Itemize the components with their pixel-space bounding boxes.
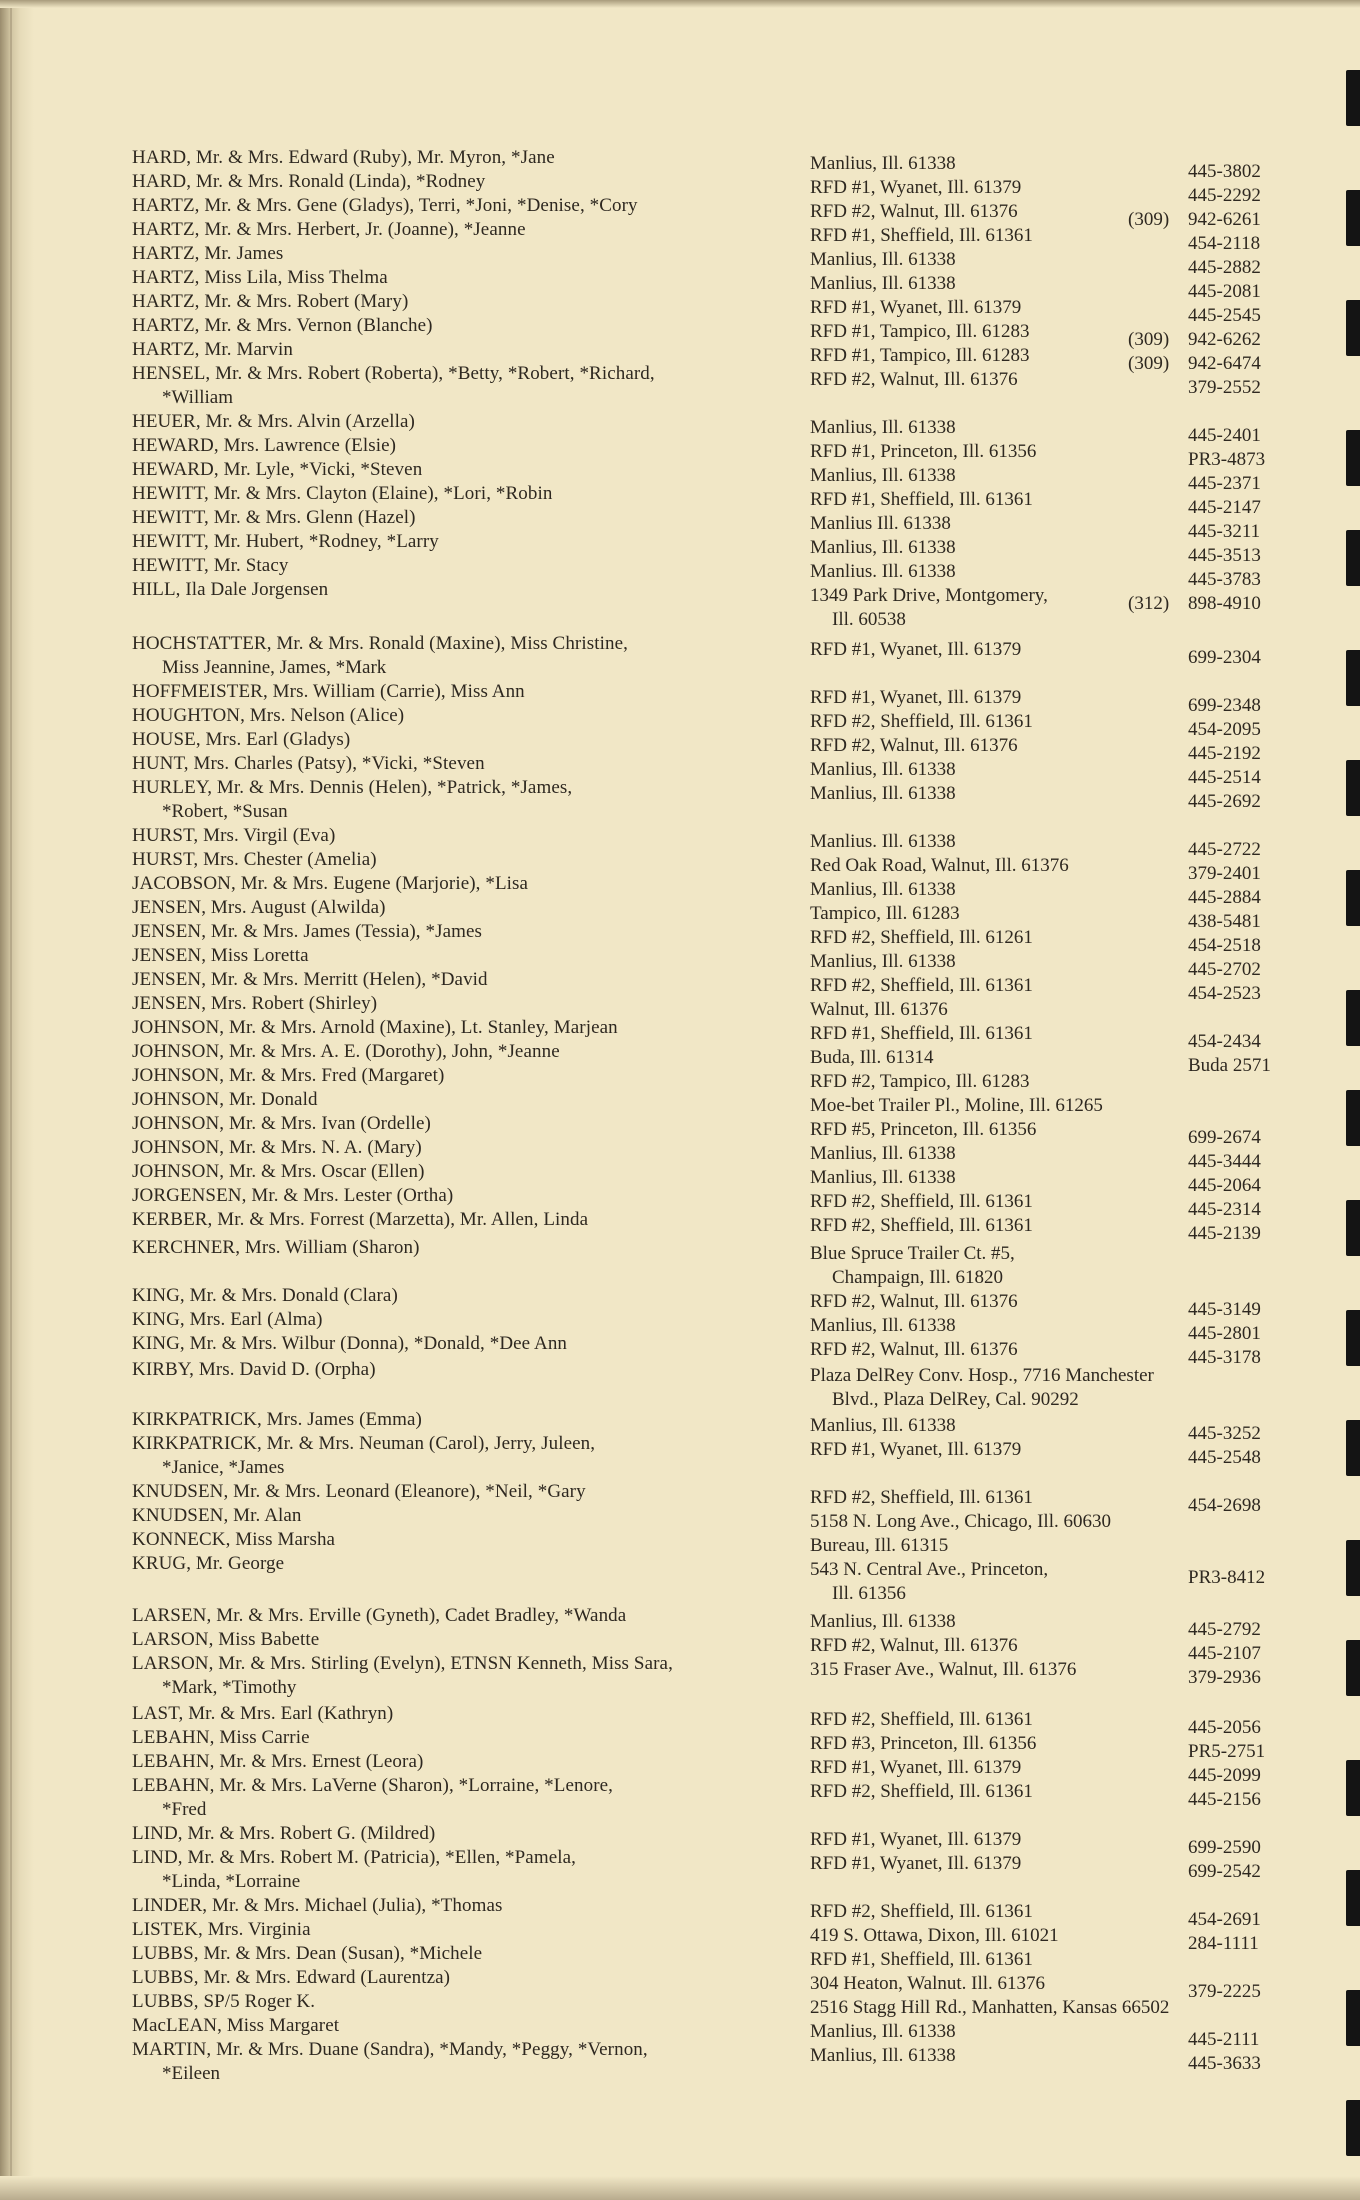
entry-name-continued: *Eileen — [162, 2063, 221, 2084]
entry-name: JENSEN, Mrs. Robert (Shirley) — [132, 993, 378, 1014]
entry-name: HOFFMEISTER, Mrs. William (Carrie), Miss Ann — [132, 681, 525, 702]
entry-name: HURLEY, Mr. & Mrs. Dennis (Helen), *Patrick, *James, — [132, 777, 573, 798]
entry-name: LUBBS, SP/5 Roger K. — [132, 1991, 316, 2012]
entry-name: JOHNSON, Mr. & Mrs. Oscar (Ellen) — [132, 1161, 425, 1182]
binder-tab-mark — [1346, 990, 1360, 1046]
entry-phone: PR5-2751 — [1188, 1741, 1266, 1762]
entry-address: Manlius, Ill. 61338 — [810, 759, 956, 780]
entry-address: RFD #1, Wyanet, Ill. 61379 — [810, 687, 1022, 708]
entry-address: 419 S. Ottawa, Dixon, Ill. 61021 — [810, 1925, 1059, 1946]
entry-address: Manlius. Ill. 61338 — [810, 831, 956, 852]
entry-address: RFD #1, Sheffield, Ill. 61361 — [810, 489, 1033, 510]
entry-phone: 438-5481 — [1188, 911, 1261, 932]
binder-tab-mark — [1346, 1310, 1360, 1366]
entry-name: KIRKPATRICK, Mrs. James (Emma) — [132, 1409, 422, 1430]
entry-address: Walnut, Ill. 61376 — [810, 999, 948, 1020]
entry-phone: 445-2099 — [1188, 1765, 1261, 1786]
entry-phone: 379-2936 — [1188, 1667, 1261, 1688]
entry-name: HURST, Mrs. Virgil (Eva) — [132, 825, 336, 846]
entry-phone: 445-3149 — [1188, 1299, 1261, 1320]
entry-area-code: (309) — [1128, 329, 1170, 350]
entry-phone: 445-2139 — [1188, 1223, 1261, 1244]
entry-address: Manlius, Ill. 61338 — [810, 1415, 956, 1436]
entry-phone: 445-2107 — [1188, 1643, 1261, 1664]
entry-name: HURST, Mrs. Chester (Amelia) — [132, 849, 377, 870]
entry-name: HARD, Mr. & Mrs. Edward (Ruby), Mr. Myron, *Jane — [132, 147, 555, 168]
entry-address: RFD #2, Walnut, Ill. 61376 — [810, 1291, 1018, 1312]
entry-name: HOUGHTON, Mrs. Nelson (Alice) — [132, 705, 405, 726]
entry-phone: 445-2801 — [1188, 1323, 1261, 1344]
entry-address: Tampico, Ill. 61283 — [810, 903, 960, 924]
binder-tab-mark — [1346, 870, 1360, 926]
entry-phone: 445-2884 — [1188, 887, 1261, 908]
entry-name: HUNT, Mrs. Charles (Patsy), *Vicki, *Steven — [132, 753, 485, 774]
entry-name: HILL, Ila Dale Jorgensen — [132, 579, 329, 600]
entry-phone: 454-2523 — [1188, 983, 1261, 1004]
directory-entry — [120, 776, 1320, 824]
entry-name: KRUG, Mr. George — [132, 1553, 285, 1574]
entry-name: HARTZ, Mr. & Mrs. Robert (Mary) — [132, 291, 409, 312]
entry-phone: 445-2792 — [1188, 1619, 1261, 1640]
entry-name: KERCHNER, Mrs. William (Sharon) — [132, 1237, 420, 1258]
entry-address: RFD #3, Princeton, Ill. 61356 — [810, 1733, 1037, 1754]
entry-area-code: (309) — [1128, 209, 1170, 230]
entry-name: KING, Mr. & Mrs. Donald (Clara) — [132, 1285, 398, 1306]
entry-name: HENSEL, Mr. & Mrs. Robert (Roberta), *Betty, *Robert, *Richard, — [132, 363, 655, 384]
entry-address: RFD #2, Walnut, Ill. 61376 — [810, 1635, 1018, 1656]
entry-area-code: (312) — [1128, 593, 1170, 614]
entry-address-continued: Blvd., Plaza DelRey, Cal. 90292 — [832, 1389, 1079, 1410]
entry-phone: 379-2552 — [1188, 377, 1261, 398]
entry-name-continued: *William — [162, 387, 233, 408]
entry-address: RFD #1, Wyanet, Ill. 61379 — [810, 639, 1022, 660]
binder-tab-mark — [1346, 1540, 1360, 1596]
entry-name: JOHNSON, Mr. & Mrs. Ivan (Ordelle) — [132, 1113, 431, 1134]
entry-phone: 699-2304 — [1188, 647, 1261, 668]
entry-name: JENSEN, Mr. & Mrs. James (Tessia), *James — [132, 921, 483, 942]
entry-name: JOHNSON, Mr. Donald — [132, 1089, 318, 1110]
entry-address: Manlius, Ill. 61338 — [810, 951, 956, 972]
entry-phone: 445-2371 — [1188, 473, 1261, 494]
entry-phone: 942-6262 — [1188, 329, 1261, 350]
entry-phone: 445-3178 — [1188, 1347, 1261, 1368]
entry-address: Red Oak Road, Walnut, Ill. 61376 — [810, 855, 1069, 876]
entry-name: JENSEN, Mrs. August (Alwilda) — [132, 897, 386, 918]
entry-name: LARSON, Miss Babette — [132, 1629, 320, 1650]
entry-phone: 454-2118 — [1188, 233, 1261, 254]
entry-phone: 445-3783 — [1188, 569, 1261, 590]
entry-address: RFD #2, Sheffield, Ill. 61361 — [810, 1191, 1033, 1212]
directory-entry — [120, 1846, 1320, 1894]
top-edge — [0, 0, 1360, 8]
entry-address: Manlius, Ill. 61338 — [810, 1611, 956, 1632]
entry-phone: 898-4910 — [1188, 593, 1261, 614]
entry-name: KNUDSEN, Mr. Alan — [132, 1505, 302, 1526]
entry-name: MARTIN, Mr. & Mrs. Duane (Sandra), *Mandy, *Peggy, *Vernon, — [132, 2039, 648, 2060]
entry-phone: 454-2691 — [1188, 1909, 1261, 1930]
entry-address: RFD #1, Tampico, Ill. 61283 — [810, 321, 1030, 342]
entry-name: HOCHSTATTER, Mr. & Mrs. Ronald (Maxine), Miss Christine, — [132, 633, 628, 654]
entry-name: HEWARD, Mrs. Lawrence (Elsie) — [132, 435, 397, 456]
binder-tabs — [1338, 0, 1360, 2200]
entry-address: RFD #1, Wyanet, Ill. 61379 — [810, 1439, 1022, 1460]
entry-name-continued: *Mark, *Timothy — [162, 1677, 297, 1698]
entry-name: HARTZ, Mr. & Mrs. Herbert, Jr. (Joanne), *Jeanne — [132, 219, 526, 240]
entry-phone: 445-3252 — [1188, 1423, 1261, 1444]
binding-edge — [0, 0, 34, 2200]
entry-name: LUBBS, Mr. & Mrs. Edward (Laurentza) — [132, 1967, 451, 1988]
entry-address: 304 Heaton, Walnut. Ill. 61376 — [810, 1973, 1046, 1994]
entry-address: Manlius, Ill. 61338 — [810, 1167, 956, 1188]
entry-name: LIND, Mr. & Mrs. Robert M. (Patricia), *Ellen, *Pamela, — [132, 1847, 577, 1868]
entry-phone: 699-2348 — [1188, 695, 1261, 716]
entry-name: KIRKPATRICK, Mr. & Mrs. Neuman (Carol), Jerry, Juleen, — [132, 1433, 596, 1454]
entry-address: Manlius, Ill. 61338 — [810, 1143, 956, 1164]
entry-address: RFD #1, Princeton, Ill. 61356 — [810, 441, 1037, 462]
binder-tab-mark — [1346, 1990, 1360, 2046]
entry-address: Manlius, Ill. 61338 — [810, 879, 956, 900]
entry-phone: 445-2147 — [1188, 497, 1261, 518]
binder-tab-mark — [1346, 1870, 1360, 1926]
entry-name: LARSEN, Mr. & Mrs. Erville (Gyneth), Cadet Bradley, *Wanda — [132, 1605, 627, 1626]
entry-address: Manlius, Ill. 61338 — [810, 2021, 956, 2042]
entry-name: JOHNSON, Mr. & Mrs. Arnold (Maxine), Lt. Stanley, Marjean — [132, 1017, 618, 1038]
entry-phone: 445-3633 — [1188, 2053, 1261, 2074]
entry-address: RFD #1, Wyanet, Ill. 61379 — [810, 1853, 1022, 1874]
entry-phone: 454-2698 — [1188, 1495, 1261, 1516]
directory-entry — [120, 578, 1320, 630]
entry-phone: 284-1111 — [1188, 1933, 1259, 1954]
entry-name: JACOBSON, Mr. & Mrs. Eugene (Marjorie), *Lisa — [132, 873, 529, 894]
entry-address: Manlius Ill. 61338 — [810, 513, 951, 534]
directory-entry — [120, 632, 1320, 680]
entry-phone: 445-2545 — [1188, 305, 1261, 326]
entry-phone: 445-2314 — [1188, 1199, 1261, 1220]
entry-address: RFD #2, Sheffield, Ill. 61361 — [810, 711, 1033, 732]
binder-tab-mark — [1346, 760, 1360, 816]
binder-tab-mark — [1346, 650, 1360, 706]
entry-name: KNUDSEN, Mr. & Mrs. Leonard (Eleanore), *Neil, *Gary — [132, 1481, 586, 1502]
entry-name: HEWARD, Mr. Lyle, *Vicki, *Steven — [132, 459, 423, 480]
entry-name: HARTZ, Mr. & Mrs. Vernon (Blanche) — [132, 315, 433, 336]
directory-entry — [120, 1552, 1320, 1604]
directory-entry — [120, 1236, 1320, 1288]
binder-tab-mark — [1346, 430, 1360, 486]
entry-address: RFD #1, Wyanet, Ill. 61379 — [810, 297, 1022, 318]
entry-address: Manlius, Ill. 61338 — [810, 465, 956, 486]
entry-name: HEWITT, Mr. Stacy — [132, 555, 289, 576]
entry-address: RFD #1, Sheffield, Ill. 61361 — [810, 225, 1033, 246]
entry-name: JENSEN, Miss Loretta — [132, 945, 309, 966]
entry-address: RFD #1, Wyanet, Ill. 61379 — [810, 1757, 1022, 1778]
entry-name-continued: *Fred — [162, 1799, 207, 1820]
entry-name-continued: *Janice, *James — [162, 1457, 285, 1478]
entry-address: 2516 Stagg Hill Rd., Manhatten, Kansas 66502 — [810, 1997, 1170, 2018]
entry-phone: Buda 2571 — [1188, 1055, 1271, 1076]
binder-tab-mark — [1346, 1760, 1360, 1816]
entry-address: RFD #2, Sheffield, Ill. 61261 — [810, 927, 1033, 948]
entry-address: Moe-bet Trailer Pl., Moline, Ill. 61265 — [810, 1095, 1103, 1116]
entry-name: LEBAHN, Mr. & Mrs. LaVerne (Sharon), *Lorraine, *Lenore, — [132, 1775, 613, 1796]
entry-phone: 445-3211 — [1188, 521, 1261, 542]
entry-phone: 379-2225 — [1188, 1981, 1261, 2002]
entry-name: KERBER, Mr. & Mrs. Forrest (Marzetta), Mr. Allen, Linda — [132, 1209, 589, 1230]
entry-phone: 445-2514 — [1188, 767, 1261, 788]
entry-address: Manlius, Ill. 61338 — [810, 1315, 956, 1336]
entry-name: HEWITT, Mr. Hubert, *Rodney, *Larry — [132, 531, 439, 552]
entry-address-continued: Champaign, Ill. 61820 — [832, 1267, 1003, 1288]
entry-phone: 942-6261 — [1188, 209, 1261, 230]
entry-address: RFD #2, Walnut, Ill. 61376 — [810, 1339, 1018, 1360]
binder-tab-mark — [1346, 1640, 1360, 1696]
entry-address: RFD #1, Tampico, Ill. 61283 — [810, 345, 1030, 366]
entry-address: Manlius. Ill. 61338 — [810, 561, 956, 582]
entry-phone: 699-2542 — [1188, 1861, 1261, 1882]
entry-name: HEWITT, Mr. & Mrs. Glenn (Hazel) — [132, 507, 416, 528]
entry-area-code: (309) — [1128, 353, 1170, 374]
entry-name: JENSEN, Mr. & Mrs. Merritt (Helen), *David — [132, 969, 488, 990]
entry-phone: 454-2518 — [1188, 935, 1261, 956]
entry-name: HARTZ, Mr. James — [132, 243, 284, 264]
entry-name: JOHNSON, Mr. & Mrs. Fred (Margaret) — [132, 1065, 445, 1086]
entry-address: RFD #2, Sheffield, Ill. 61361 — [810, 1487, 1033, 1508]
entry-address-continued: Ill. 60538 — [832, 609, 906, 630]
entry-phone: 445-2156 — [1188, 1789, 1261, 1810]
binder-tab-mark — [1346, 1200, 1360, 1256]
entry-phone: 445-2064 — [1188, 1175, 1261, 1196]
entry-phone: 445-2702 — [1188, 959, 1261, 980]
entry-name: LEBAHN, Mr. & Mrs. Ernest (Leora) — [132, 1751, 424, 1772]
directory-entry — [120, 1358, 1320, 1410]
entry-address: RFD #1, Wyanet, Ill. 61379 — [810, 1829, 1022, 1850]
entry-address: RFD #1, Sheffield, Ill. 61361 — [810, 1949, 1033, 1970]
entry-address: Manlius, Ill. 61338 — [810, 2045, 956, 2066]
entry-address: 315 Fraser Ave., Walnut, Ill. 61376 — [810, 1659, 1077, 1680]
entry-name: LUBBS, Mr. & Mrs. Dean (Susan), *Michele — [132, 1943, 483, 1964]
entry-phone: 445-3513 — [1188, 545, 1261, 566]
entry-name: KING, Mr. & Mrs. Wilbur (Donna), *Donald, *Dee Ann — [132, 1333, 568, 1354]
entry-address: Buda, Ill. 61314 — [810, 1047, 934, 1068]
entry-name-continued: Miss Jeannine, James, *Mark — [162, 657, 387, 678]
entry-name-continued: *Linda, *Lorraine — [162, 1871, 301, 1892]
entry-name-continued: *Robert, *Susan — [162, 801, 288, 822]
entry-address: 1349 Park Drive, Montgomery, — [810, 585, 1048, 606]
entry-address: Plaza DelRey Conv. Hosp., 7716 Manchester — [810, 1365, 1154, 1386]
entry-name: LAST, Mr. & Mrs. Earl (Kathryn) — [132, 1703, 394, 1724]
entry-name: LARSON, Mr. & Mrs. Stirling (Evelyn), ETNSN Kenneth, Miss Sara, — [132, 1653, 673, 1674]
entry-phone: 379-2401 — [1188, 863, 1261, 884]
entry-name: HARD, Mr. & Mrs. Ronald (Linda), *Rodney — [132, 171, 486, 192]
directory-entry — [120, 1774, 1320, 1822]
entry-phone: 445-2548 — [1188, 1447, 1261, 1468]
entry-address: Manlius, Ill. 61338 — [810, 537, 956, 558]
entry-address: RFD #2, Sheffield, Ill. 61361 — [810, 975, 1033, 996]
directory-entry — [120, 1652, 1320, 1700]
entry-name: MacLEAN, Miss Margaret — [132, 2015, 340, 2036]
entry-phone: 699-2590 — [1188, 1837, 1261, 1858]
entry-address: Bureau, Ill. 61315 — [810, 1535, 949, 1556]
directory-entry — [120, 362, 1320, 410]
binder-tab-mark — [1346, 300, 1360, 356]
entry-phone: 445-2692 — [1188, 791, 1261, 812]
entry-phone: 445-2111 — [1188, 2029, 1260, 2050]
entry-address: RFD #2, Sheffield, Ill. 61361 — [810, 1901, 1033, 1922]
binder-tab-mark — [1346, 190, 1360, 246]
entry-address: Manlius, Ill. 61338 — [810, 417, 956, 438]
entry-phone: 445-2192 — [1188, 743, 1261, 764]
entry-name: JORGENSEN, Mr. & Mrs. Lester (Ortha) — [132, 1185, 454, 1206]
entry-phone: PR3-4873 — [1188, 449, 1266, 470]
entry-address: Manlius, Ill. 61338 — [810, 783, 956, 804]
entry-name: LEBAHN, Miss Carrie — [132, 1727, 310, 1748]
entry-address: Manlius, Ill. 61338 — [810, 249, 956, 270]
entry-phone: 445-2722 — [1188, 839, 1261, 860]
entry-phone: 454-2434 — [1188, 1031, 1261, 1052]
entry-address: RFD #2, Sheffield, Ill. 61361 — [810, 1215, 1033, 1236]
entry-phone: 699-2674 — [1188, 1127, 1261, 1148]
entry-name: KONNECK, Miss Marsha — [132, 1529, 336, 1550]
entry-address: RFD #2, Tampico, Ill. 61283 — [810, 1071, 1030, 1092]
entry-name: HEWITT, Mr. & Mrs. Clayton (Elaine), *Lori, *Robin — [132, 483, 553, 504]
entry-name: HOUSE, Mrs. Earl (Gladys) — [132, 729, 351, 750]
entry-name: HARTZ, Mr. & Mrs. Gene (Gladys), Terri, *Joni, *Denise, *Cory — [132, 195, 638, 216]
binder-tab-mark — [1346, 530, 1360, 586]
binder-tab-mark — [1346, 2100, 1360, 2156]
bottom-edge — [0, 2176, 1360, 2200]
entry-name: KIRBY, Mrs. David D. (Orpha) — [132, 1359, 376, 1380]
entry-address: 543 N. Central Ave., Princeton, — [810, 1559, 1049, 1580]
binder-tab-mark — [1346, 70, 1360, 126]
entry-name: LISTEK, Mrs. Virginia — [132, 1919, 311, 1940]
entry-name: HARTZ, Miss Lila, Miss Thelma — [132, 267, 388, 288]
directory-entry — [120, 1432, 1320, 1480]
entry-address: RFD #5, Princeton, Ill. 61356 — [810, 1119, 1037, 1140]
binder-tab-mark — [1346, 1420, 1360, 1476]
entry-address: RFD #2, Walnut, Ill. 61376 — [810, 735, 1018, 756]
entry-address: Manlius, Ill. 61338 — [810, 273, 956, 294]
directory-entry — [120, 2038, 1320, 2086]
entry-address: RFD #1, Wyanet, Ill. 61379 — [810, 177, 1022, 198]
entry-phone: 445-2292 — [1188, 185, 1261, 206]
entry-phone: 942-6474 — [1188, 353, 1261, 374]
entry-phone: 445-3444 — [1188, 1151, 1261, 1172]
entry-phone: 445-2882 — [1188, 257, 1261, 278]
entry-name: JOHNSON, Mr. & Mrs. N. A. (Mary) — [132, 1137, 422, 1158]
entry-address: Blue Spruce Trailer Ct. #5, — [810, 1243, 1015, 1264]
entry-address: RFD #2, Sheffield, Ill. 61361 — [810, 1781, 1033, 1802]
binder-tab-mark — [1346, 1090, 1360, 1146]
entry-name: HARTZ, Mr. Marvin — [132, 339, 293, 360]
entry-address: RFD #2, Walnut, Ill. 61376 — [810, 369, 1018, 390]
entry-name: KING, Mrs. Earl (Alma) — [132, 1309, 323, 1330]
entry-address-continued: Ill. 61356 — [832, 1583, 906, 1604]
entry-address: RFD #2, Walnut, Ill. 61376 — [810, 201, 1018, 222]
entry-phone: 445-3802 — [1188, 161, 1261, 182]
entry-phone: 445-2401 — [1188, 425, 1261, 446]
entry-name: JOHNSON, Mr. & Mrs. A. E. (Dorothy), John, *Jeanne — [132, 1041, 560, 1062]
entry-address: RFD #1, Sheffield, Ill. 61361 — [810, 1023, 1033, 1044]
entry-name: HEUER, Mr. & Mrs. Alvin (Arzella) — [132, 411, 415, 432]
entry-address: RFD #2, Sheffield, Ill. 61361 — [810, 1709, 1033, 1730]
entry-phone: 445-2081 — [1188, 281, 1261, 302]
entry-name: LINDER, Mr. & Mrs. Michael (Julia), *Thomas — [132, 1895, 503, 1916]
entry-name: LIND, Mr. & Mrs. Robert G. (Mildred) — [132, 1823, 436, 1844]
entry-phone: 445-2056 — [1188, 1717, 1261, 1738]
entry-address: 5158 N. Long Ave., Chicago, Ill. 60630 — [810, 1511, 1111, 1532]
entry-phone: 454-2095 — [1188, 719, 1261, 740]
entry-address: Manlius, Ill. 61338 — [810, 153, 956, 174]
entry-phone: PR3-8412 — [1188, 1567, 1266, 1588]
